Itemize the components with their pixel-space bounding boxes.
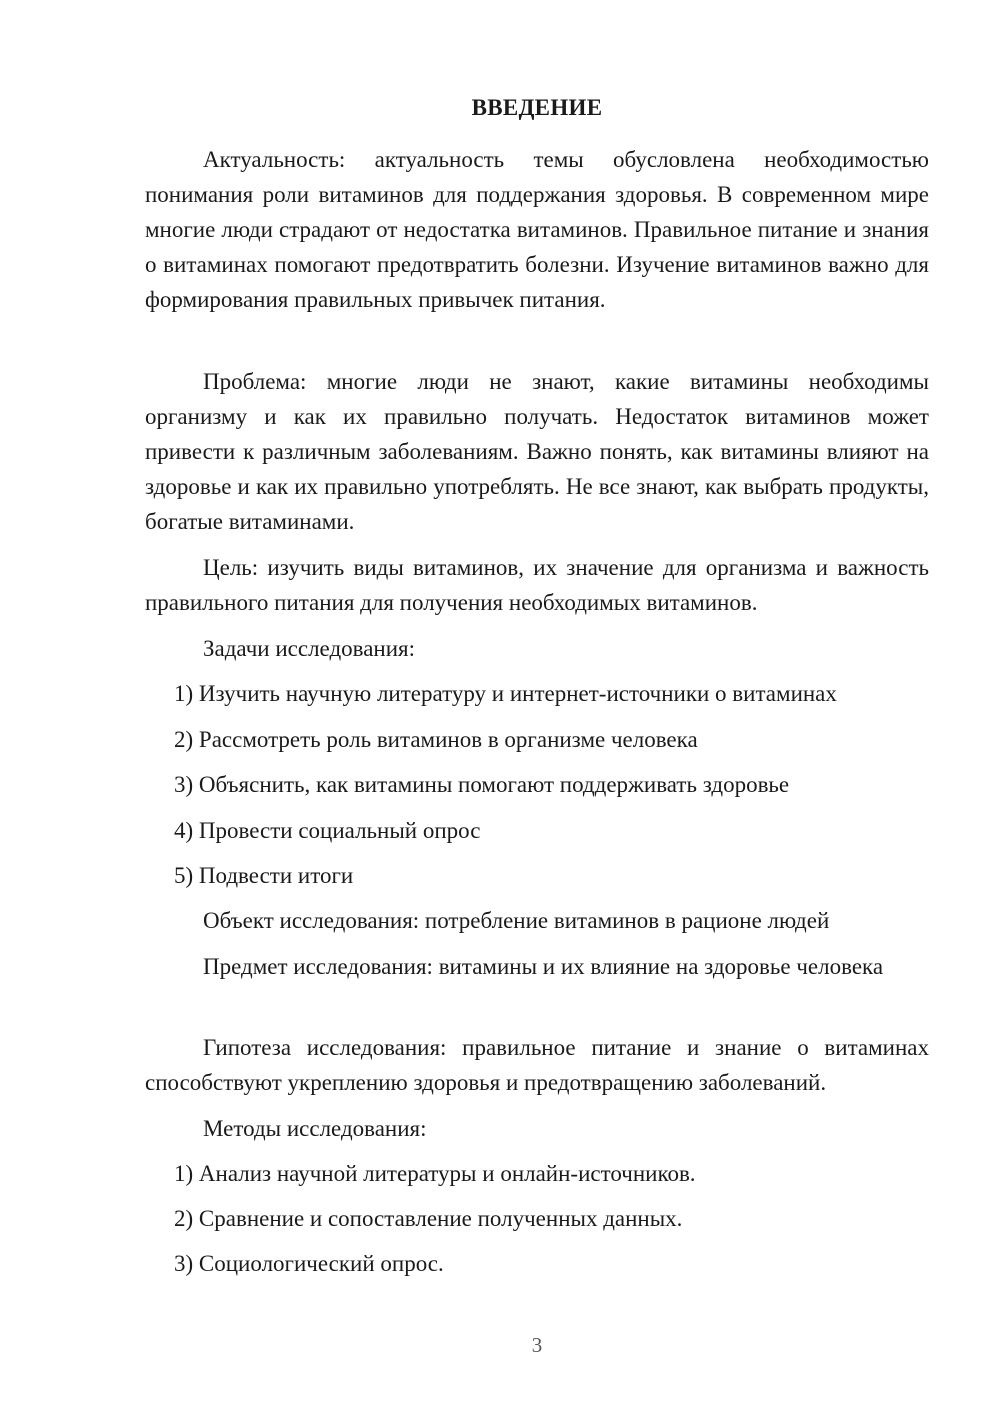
task-item: 5) Подвести итоги [174, 863, 354, 888]
task-item: 2) Рассмотреть роль витаминов в организме человека [174, 727, 698, 752]
research-object: Объект исследования: потребление витаминов в рационе людей [203, 908, 830, 933]
relevance-paragraph: Актуальность: актуальность темы обусловлена необходимостью понимания роли витаминов для поддержания здоровья. В современном мире многие люди страдают от недостатка витаминов. Правильное питание и знания о витаминах помогают предотвратить болезни. Изучение витаминов важно для формирования правильных привычек питания. [145, 147, 929, 312]
tasks-heading: Задачи исследования: [203, 636, 416, 661]
research-hypothesis: Гипотеза исследования: правильное питание и знание о витаминах способствуют укреплению здоровья и предотвращению заболеваний. [145, 1035, 929, 1095]
task-item: 3) Объяснить, как витамины помогают поддерживать здоровье [174, 772, 790, 797]
task-item: 4) Провести социальный опрос [174, 818, 481, 843]
methods-heading: Методы исследования: [203, 1116, 427, 1141]
method-item: 2) Сравнение и сопоставление полученных данных. [174, 1206, 683, 1231]
task-item: 1) Изучить научную литературу и интернет-источники о витаминах [174, 681, 837, 706]
problem-paragraph: Проблема: многие люди не знают, какие витамины необходимы организму и как их правильно получать. Недостаток витаминов может привести к различным заболеваниям. Важно понять, как витамины влияют на здоровье и как их правильно употреблять. Не все знают, как выбрать продукты, богатые витаминами. [145, 369, 929, 534]
research-subject: Предмет исследования: витамины и их влияние на здоровье человека [203, 954, 884, 979]
goal-paragraph: Цель: изучить виды витаминов, их значение для организма и важность правильного питания для получения необходимых витаминов. [145, 555, 929, 615]
section-title: ВВЕДЕНИЕ [471, 95, 603, 120]
method-item: 3) Социологический опрос. [174, 1251, 444, 1276]
page-number: 3 [531, 1333, 543, 1357]
method-item: 1) Анализ научной литературы и онлайн-источников. [174, 1161, 696, 1186]
document-page [145, 0, 929, 1414]
